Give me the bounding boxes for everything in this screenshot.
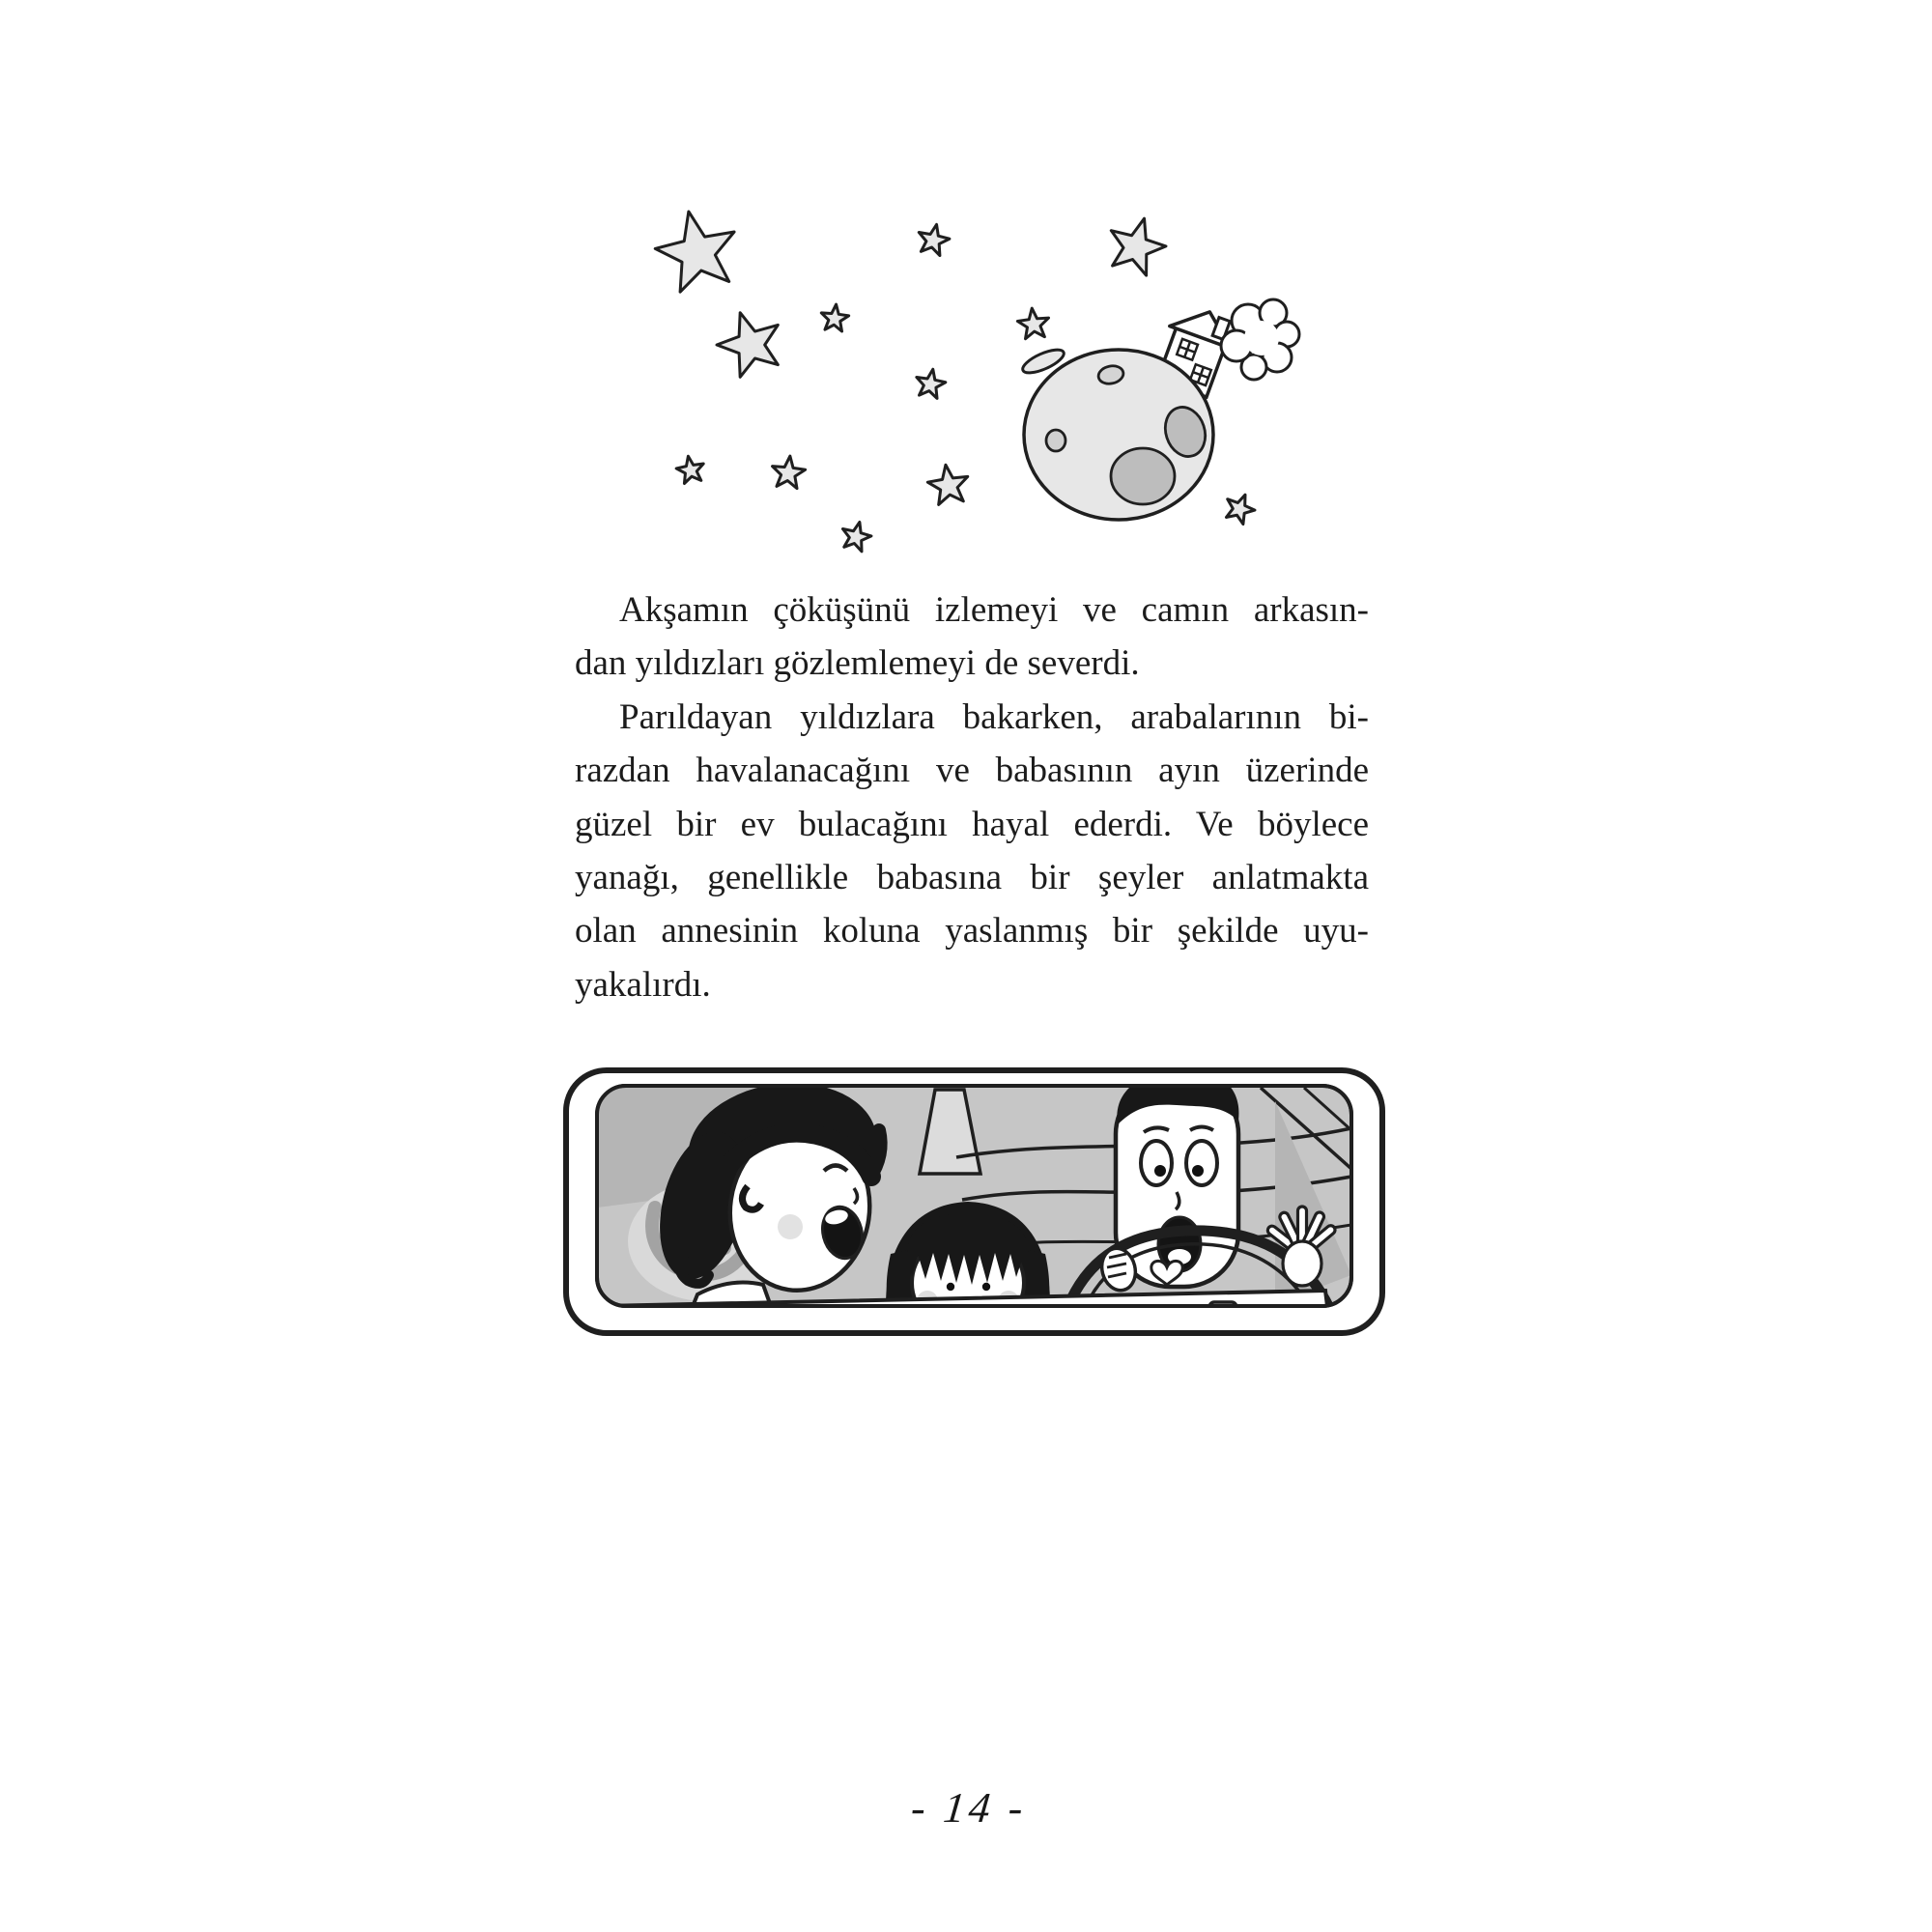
- star-icon: [820, 303, 850, 332]
- father-figure: [1116, 1070, 1238, 1287]
- star-icon: [1102, 211, 1172, 278]
- star-icon: [1221, 489, 1259, 526]
- star-icon: [838, 519, 874, 553]
- text-line: razdan havalanacağını ve babasının ayın üzerinde: [575, 751, 1369, 791]
- text-line: yanağı, genellikle babasına bir şeyler anlatmakta: [575, 858, 1369, 898]
- text-line: güzel bir ev bulacağını hayal ederdi. Ve böylece: [575, 804, 1369, 844]
- star-icon: [914, 367, 948, 400]
- star-icon: [915, 221, 952, 257]
- stars-and-moon-illustration: [464, 145, 1314, 589]
- text-line: Parıldayan yıldızlara bakarken, arabalarının bi-: [619, 696, 1369, 737]
- star-icon: [770, 454, 806, 489]
- body-text: [575, 583, 1369, 1011]
- text-line: olan annesinin koluna yaslanmış bir şekilde uyu-: [575, 911, 1369, 952]
- star-icon: [710, 302, 790, 381]
- smoke-cloud-icon: [1221, 299, 1299, 380]
- text-line: yakalırdı.: [575, 964, 711, 1005]
- star-icon: [649, 203, 744, 295]
- text-line: Akşamın çöküşünü izlemeyi ve camın arkasın-: [619, 590, 1369, 630]
- star-icon: [1016, 306, 1050, 339]
- text-line: dan yıldızları gözlemlemeyi de severdi.: [575, 643, 1140, 684]
- family-in-car-illustration: [541, 1063, 1396, 1357]
- page-number: - 14 -: [908, 1784, 1030, 1832]
- star-icon: [674, 454, 706, 485]
- crater: [1046, 430, 1065, 451]
- star-icon: [925, 462, 971, 505]
- crater: [1111, 448, 1175, 504]
